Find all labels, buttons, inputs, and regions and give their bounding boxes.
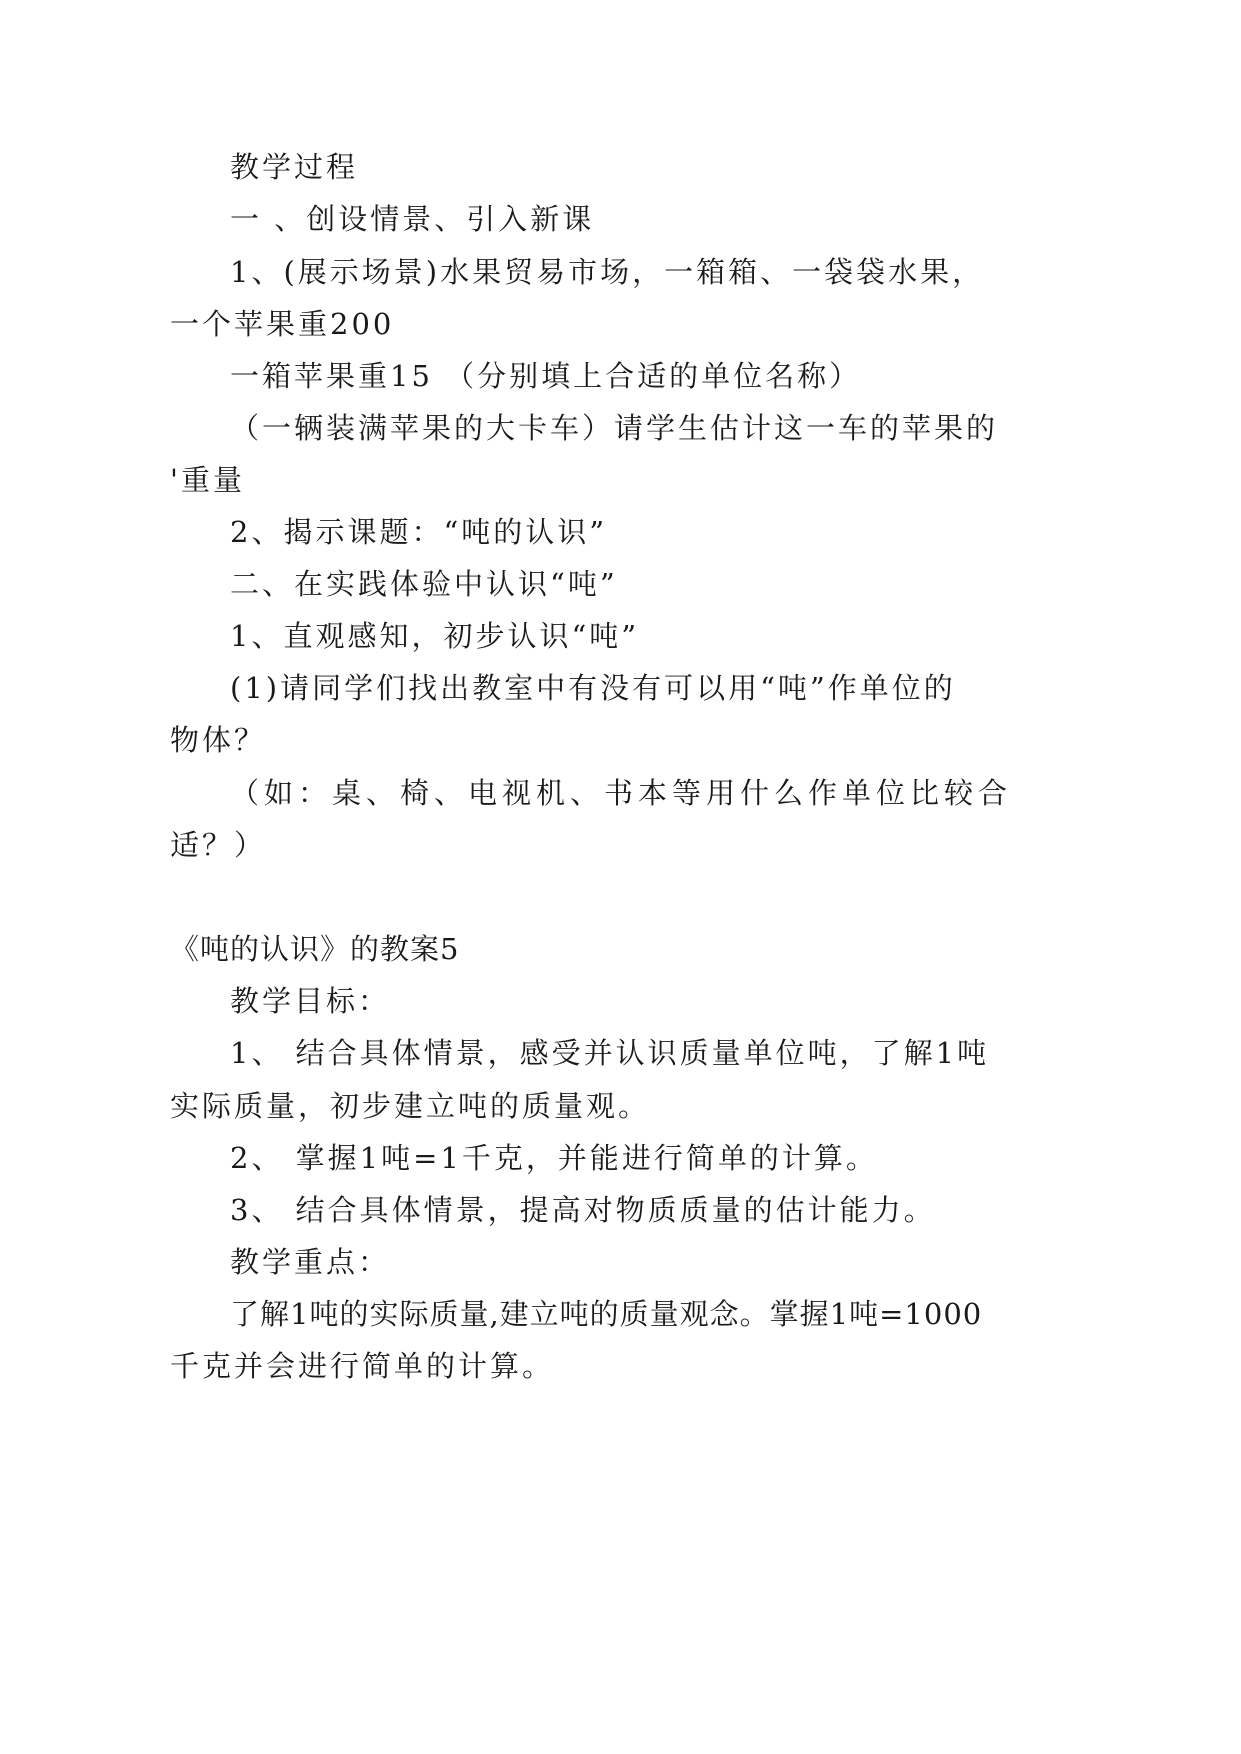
paragraph-6-line-1: (1)请同学们找出教室中有没有可以用“吨”作单位的 [230,671,956,705]
paragraph-1-line-2: 一个苹果重200 [170,307,395,341]
teaching-focus-heading: 教学重点： [230,1245,391,1279]
focus-line-1: 了解1吨的实际质量,建立吨的质量观念。掌握1吨=1000 [230,1297,983,1331]
part2-title: 二、在实践体验中认识“吨” [230,567,618,601]
paragraph-3-line-2: '重量 [170,463,245,497]
teaching-goals-heading: 教学目标： [230,984,391,1018]
paragraph-1-line-1: 1、(展示场景)水果贸易市场，一箱箱、一袋袋水果， [230,255,985,289]
goal-3: 3、 结合具体情景，提高对物质质量的估计能力。 [230,1193,936,1227]
goal-2: 2、 掌握1吨=1千克，并能进行简单的计算。 [230,1141,878,1175]
heading-teaching-process: 教学过程 [230,150,359,184]
focus-line-2: 千克并会进行简单的计算。 [170,1349,555,1383]
goal-1-line-1: 1、 结合具体情景，感受并认识质量单位吨，了解1吨 [230,1036,990,1070]
paragraph-6-line-2: 物体？ [170,723,267,757]
paragraph-3-line-1: （一辆装满苹果的大卡车）请学生估计这一车的苹果的 [230,411,999,445]
paragraph-4: 2、揭示课题：“吨的认识” [230,515,608,549]
paragraph-5: 1、直观感知，初步认识“吨” [230,619,640,653]
paragraph-7-line-1: （如：桌、椅、电视机、书本等用什么作单位比较合 [230,776,1013,810]
paragraph-7-line-2: 适？） [170,828,267,862]
lesson-plan-5-title: 《吨的认识》的教案5 [170,932,460,966]
goal-1-line-2: 实际质量，初步建立吨的质量观。 [170,1089,651,1123]
paragraph-2: 一箱苹果重15 （分别填上合适的单位名称） [230,359,862,393]
part1-title: 一 、创设情景、引入新课 [230,202,595,236]
